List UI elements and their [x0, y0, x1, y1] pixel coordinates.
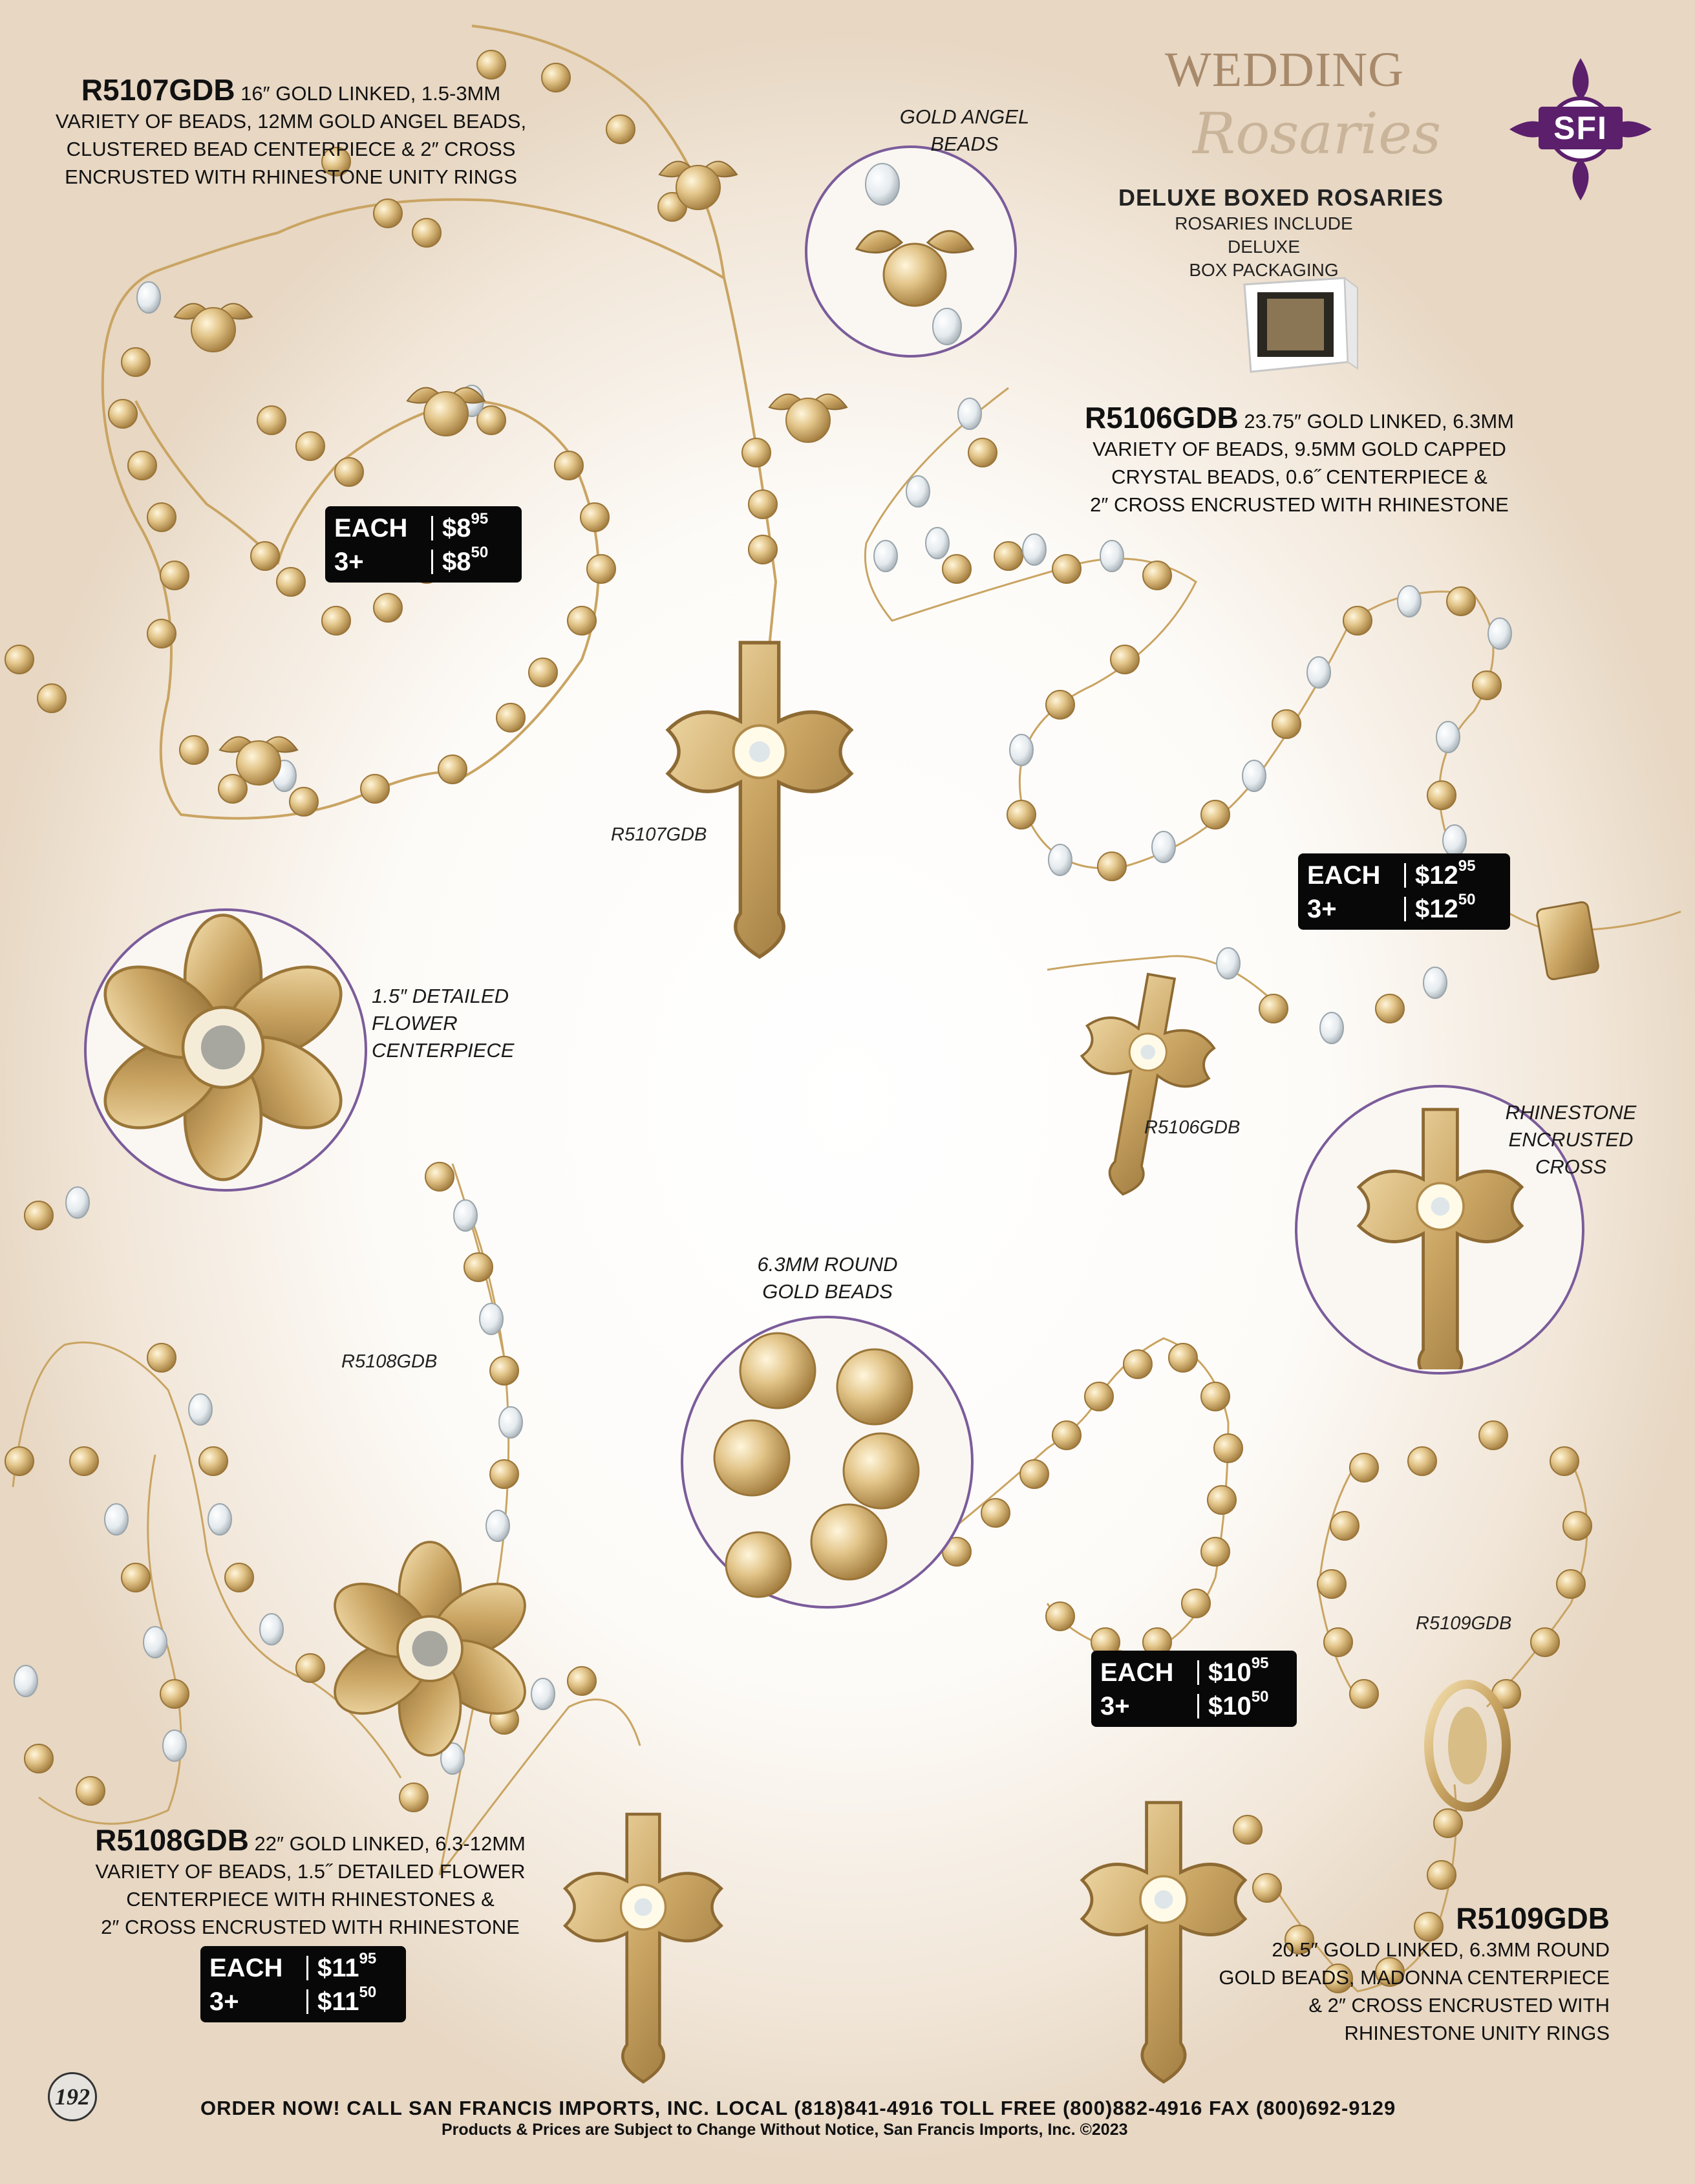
product-r5106-description	[1008, 401, 1590, 519]
callout-line: 1.5″ DETAILED	[372, 985, 509, 1007]
callout-line: GOLD BEADS	[762, 1280, 893, 1303]
desc-line: 23.75″ GOLD LINKED, 6.3MM	[1244, 410, 1514, 433]
price-tier-label: EACH	[334, 513, 408, 542]
price-tier-label: 3+	[209, 1987, 239, 2016]
callout-line: 6.3MM ROUND	[757, 1253, 898, 1276]
image-label-r5108: R5108GDB	[341, 1351, 438, 1372]
callout-rhinestone-cross	[1487, 1099, 1655, 1181]
price-cents: 95	[1251, 1654, 1269, 1672]
price-cents: 95	[1458, 857, 1476, 875]
desc-line: CENTERPIECE WITH RHINESTONES &	[126, 1888, 495, 1911]
desc-line: CLUSTERED BEAD CENTERPIECE & 2″ CROSS	[66, 138, 516, 160]
price-cents: 50	[359, 1983, 377, 2001]
image-label-r5106: R5106GDB	[1144, 1117, 1241, 1138]
price-box-r5108	[200, 1946, 406, 2022]
flower-centerpiece-closeup	[84, 908, 362, 1186]
price-tier-label: EACH	[209, 1953, 283, 1982]
price-dollars: $12	[1415, 894, 1458, 923]
product-r5109-description	[1164, 1901, 1610, 2047]
price-box-r5109	[1091, 1651, 1297, 1727]
box-packaging-image	[1244, 278, 1358, 372]
desc-line: 22″ GOLD LINKED, 6.3-12MM	[254, 1832, 526, 1855]
desc-line: VARIETY OF BEADS, 9.5MM GOLD CAPPED	[1093, 438, 1506, 460]
callout-line: RHINESTONE	[1505, 1101, 1637, 1124]
price-dollars: $12	[1415, 861, 1458, 890]
order-contact-line: ORDER NOW! CALL SAN FRANCIS IMPORTS, INC. LOCAL (818)841-4916 TOLL FREE (800)882-4916 FAX (800)692-9129	[200, 2097, 1396, 2119]
product-sku: R5108GDB	[95, 1823, 249, 1857]
deluxe-boxed-subtitle	[1151, 212, 1377, 282]
price-dollars: $11	[317, 1987, 359, 2016]
product-r5107-description	[6, 73, 575, 191]
price-dollars: $11	[317, 1953, 359, 1982]
deluxe-sub-line-2: BOX PACKAGING	[1189, 260, 1339, 280]
price-dollars: $8	[442, 547, 471, 576]
desc-line: 20.5″ GOLD LINKED, 6.3MM ROUND	[1272, 1938, 1610, 1961]
disclaimer-line: Products & Prices are Subject to Change Without Notice, San Francis Imports, Inc. ©2023	[442, 2121, 1128, 2139]
desc-line: RHINESTONE UNITY RINGS	[1344, 2022, 1610, 2044]
desc-line: 2″ CROSS ENCRUSTED WITH RHINESTONE	[101, 1916, 520, 1938]
desc-line: & 2″ CROSS ENCRUSTED WITH	[1308, 1994, 1610, 2017]
deluxe-boxed-title: DELUXE BOXED ROSARIES	[1118, 184, 1444, 211]
callout-line: CENTERPIECE	[372, 1039, 515, 1062]
desc-line: GOLD BEADS, MADONNA CENTERPIECE	[1219, 1966, 1610, 1989]
price-tier-label: EACH	[1100, 1658, 1174, 1687]
product-r5108-description	[65, 1823, 556, 1941]
desc-line: 2″ CROSS ENCRUSTED WITH RHINESTONE	[1090, 493, 1509, 516]
sfi-logo-text: SFI	[1539, 107, 1623, 149]
product-sku: R5107GDB	[81, 73, 235, 107]
price-dollars: $10	[1208, 1658, 1252, 1687]
callout-line: ENCRUSTED	[1508, 1128, 1634, 1151]
page-number: 192	[48, 2072, 97, 2121]
desc-line: ENCRUSTED WITH RHINESTONE UNITY RINGS	[65, 166, 517, 188]
image-label-r5109: R5109GDB	[1416, 1613, 1512, 1634]
price-cents: 95	[359, 1949, 377, 1967]
price-box-r5107	[325, 506, 522, 583]
callout-flower-centerpiece	[372, 983, 566, 1064]
price-tier-label: 3+	[334, 547, 364, 576]
product-sku: R5109GDB	[1456, 1901, 1610, 1935]
desc-line: VARIETY OF BEADS, 12MM GOLD ANGEL BEADS,	[55, 110, 527, 133]
desc-line: CRYSTAL BEADS, 0.6˝ CENTERPIECE &	[1111, 466, 1487, 488]
desc-line: 16″ GOLD LINKED, 1.5-3MM	[240, 82, 501, 105]
image-label-r5107: R5107GDB	[611, 824, 707, 845]
price-cents: 95	[471, 509, 489, 528]
callout-line: BEADS	[930, 133, 999, 155]
price-tier-label: 3+	[1100, 1691, 1130, 1720]
callout-round-gold-beads	[730, 1251, 924, 1305]
callout-line: FLOWER	[372, 1012, 458, 1034]
desc-line: VARIETY OF BEADS, 1.5˝ DETAILED FLOWER	[95, 1860, 526, 1883]
rosaries-script-title: Rosaries	[1193, 100, 1442, 167]
callout-line: CROSS	[1535, 1155, 1607, 1178]
price-tier-label: 3+	[1307, 894, 1337, 923]
price-tier-label: EACH	[1307, 861, 1381, 890]
price-dollars: $8	[442, 513, 471, 542]
deluxe-sub-line-1: ROSARIES INCLUDE DELUXE	[1175, 213, 1353, 257]
price-cents: 50	[1251, 1687, 1269, 1706]
round-gold-beads-closeup	[681, 1316, 968, 1603]
price-dollars: $10	[1208, 1691, 1252, 1720]
callout-angel-beads	[880, 103, 1049, 158]
product-sku: R5106GDB	[1085, 401, 1239, 434]
price-box-r5106	[1298, 853, 1510, 930]
callout-line: GOLD ANGEL	[899, 105, 1030, 128]
angel-bead-closeup	[805, 145, 1012, 352]
price-cents: 50	[471, 543, 489, 561]
wedding-title: WEDDING	[1165, 43, 1405, 97]
price-cents: 50	[1458, 890, 1476, 908]
